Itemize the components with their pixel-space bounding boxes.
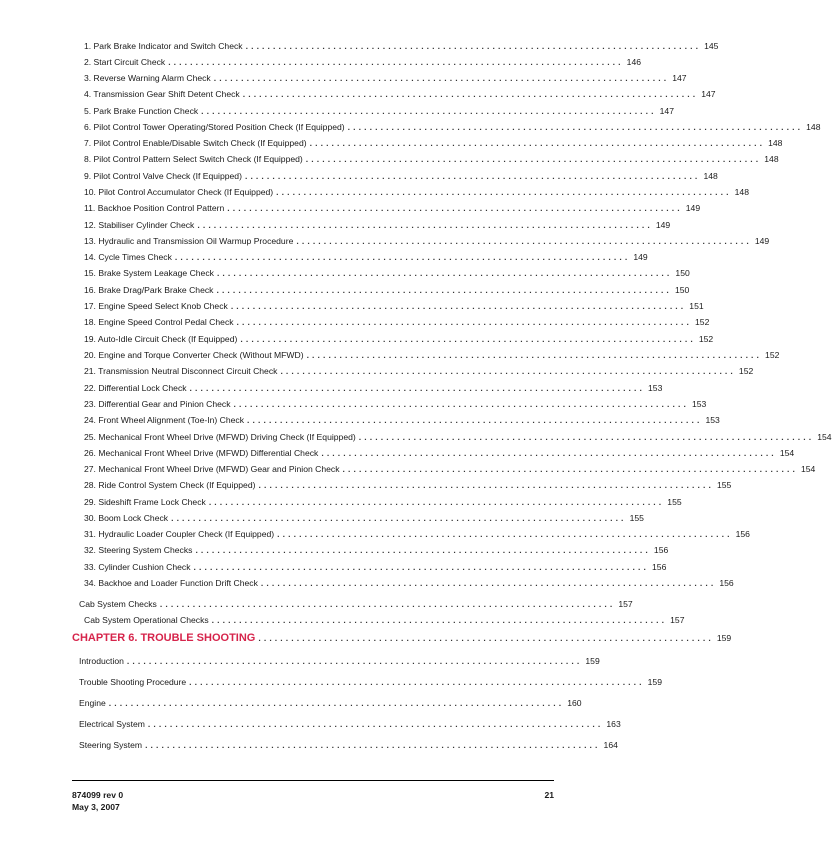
toc-entry-title: 19. Auto-Idle Circuit Check (If Equipped)	[84, 334, 238, 344]
toc-entry-page: 145	[704, 41, 719, 51]
toc-entry-title: Trouble Shooting Procedure	[79, 677, 187, 687]
toc-entry-title: 4. Transmission Gear Shift Detent Check	[84, 89, 240, 99]
toc-entry	[84, 399, 707, 410]
toc-entry-page: 151	[689, 301, 704, 311]
dot-leader: ...................................................................................	[305, 154, 762, 164]
toc-entry-title: Introduction	[79, 656, 124, 666]
toc-entry-page: 149	[633, 252, 648, 262]
toc-entry	[84, 301, 704, 312]
dot-leader: ...................................................................................	[174, 252, 631, 262]
toc-entry	[84, 415, 720, 426]
dot-leader: ...................................................................................	[258, 480, 714, 490]
dot-leader: ...................................................................................	[159, 599, 616, 609]
toc-entry-page: 159	[585, 656, 600, 666]
toc-entry	[84, 187, 749, 198]
toc-entry-page: 154	[801, 464, 816, 474]
toc-entry-page: 147	[701, 89, 716, 99]
dot-leader: ...................................................................................	[306, 350, 763, 360]
toc-section	[79, 656, 600, 667]
toc-entry-title: 14. Cycle Times Check	[84, 252, 172, 262]
toc-entry-page: 153	[648, 383, 663, 393]
toc-entry-page: 152	[698, 334, 714, 344]
dot-leader: ...................................................................................	[358, 432, 815, 442]
dot-leader: ...................................................................................	[197, 220, 653, 230]
dot-leader: ...................................................................................	[189, 383, 646, 393]
toc-entry	[84, 89, 716, 100]
toc-entry-page: 148	[764, 154, 779, 164]
toc-entry	[84, 57, 642, 68]
toc-entry-page: 148	[768, 138, 783, 148]
toc-entry	[84, 615, 685, 626]
toc-entry-page: 150	[674, 285, 690, 295]
toc-entry	[84, 545, 669, 556]
chapter-title: CHAPTER 6. TROUBLE SHOOTING	[72, 632, 256, 644]
toc-entry	[84, 464, 816, 475]
toc-entry	[84, 285, 690, 296]
toc-section	[79, 677, 662, 688]
toc-entry-title: 9. Pilot Control Valve Check (If Equipped)	[84, 171, 242, 181]
toc-entry-title: 22. Differential Lock Check	[84, 383, 187, 393]
toc-entry	[84, 41, 719, 52]
dot-leader: ...................................................................................	[195, 545, 651, 555]
toc-entry-page: 149	[754, 236, 770, 246]
toc-entry-title: 16. Brake Drag/Park Brake Check	[84, 285, 214, 295]
dot-leader: ...................................................................................	[108, 698, 565, 708]
toc-entry	[84, 122, 821, 133]
dot-leader: ...................................................................................	[242, 89, 699, 99]
toc-entry	[84, 106, 674, 117]
toc-entry-title: 6. Pilot Control Tower Operating/Stored Position Check (If Equipped)	[84, 122, 345, 132]
dot-leader: ...................................................................................	[347, 122, 804, 132]
toc-entry	[84, 529, 750, 540]
toc-entry	[84, 252, 648, 263]
dot-leader: ...................................................................................	[240, 334, 696, 344]
toc-entry	[84, 480, 732, 491]
toc-entry	[84, 350, 780, 361]
toc-entry-page: 147	[672, 73, 687, 83]
toc-entry-title: 32. Steering System Checks	[84, 545, 193, 555]
dot-leader: ...................................................................................	[147, 719, 604, 729]
toc-entry	[84, 366, 754, 377]
footer-divider	[72, 780, 554, 781]
dot-leader: ...................................................................................	[280, 366, 736, 376]
dot-leader: ...................................................................................	[260, 578, 717, 588]
dot-leader: ...................................................................................	[258, 633, 714, 643]
dot-leader: ...................................................................................	[342, 464, 798, 474]
toc-entry-title: 2. Start Circuit Check	[84, 57, 166, 67]
toc-entry	[84, 497, 682, 508]
toc-section	[79, 719, 621, 730]
toc-entry-page: 155	[629, 513, 644, 523]
dot-leader: ...................................................................................	[189, 677, 645, 687]
dot-leader: ...................................................................................	[244, 171, 701, 181]
dot-leader: ...................................................................................	[309, 138, 766, 148]
toc-entry-page: 163	[606, 719, 621, 729]
dot-leader: ...................................................................................	[247, 415, 703, 425]
toc-entry-title: 17. Engine Speed Select Knob Check	[84, 301, 228, 311]
toc-entry-page: 149	[685, 203, 701, 213]
toc-entry-page: 160	[567, 698, 582, 708]
toc-entry-title: 18. Engine Speed Control Pedal Check	[84, 317, 234, 327]
toc-entry-title: 8. Pilot Control Pattern Select Switch Check (If Equipped)	[84, 154, 303, 164]
toc-entry-page: 152	[765, 350, 780, 360]
doc-date: May 3, 2007	[72, 802, 120, 812]
dot-leader: ...................................................................................	[216, 285, 672, 295]
toc-entry-title: 1. Park Brake Indicator and Switch Check	[84, 41, 243, 51]
toc-entry	[84, 317, 710, 328]
toc-entry-title: 7. Pilot Control Enable/Disable Switch Check (If Equipped)	[84, 138, 307, 148]
toc-entry-title: 25. Mechanical Front Wheel Drive (MFWD) Driving Check (If Equipped)	[84, 432, 356, 442]
dot-leader: ...................................................................................	[168, 57, 624, 67]
toc-entry-page: 157	[618, 599, 633, 609]
dot-leader: ...................................................................................	[145, 740, 601, 750]
toc-entry-title: 13. Hydraulic and Transmission Oil Warmup Procedure	[84, 236, 294, 246]
toc-entry	[84, 171, 718, 182]
dot-leader: ...................................................................................	[193, 562, 650, 572]
toc-entry	[84, 203, 701, 214]
toc-chapter-heading	[72, 632, 732, 645]
dot-leader: ...................................................................................	[211, 615, 668, 625]
toc-entry-page: 159	[716, 633, 732, 643]
dot-leader: ...................................................................................	[236, 317, 693, 327]
toc-entry-title: 24. Front Wheel Alignment (Toe-In) Check	[84, 415, 245, 425]
toc-entry-title: 23. Differential Gear and Pinion Check	[84, 399, 231, 409]
dot-leader: ...................................................................................	[213, 73, 670, 83]
dot-leader: ...................................................................................	[233, 399, 689, 409]
toc-entry-title: 5. Park Brake Function Check	[84, 106, 199, 116]
dot-leader: ...................................................................................	[171, 513, 627, 523]
toc-entry	[84, 154, 779, 165]
toc-entry-page: 164	[603, 740, 618, 750]
toc-entry-page: 152	[738, 366, 754, 376]
toc-entry	[84, 138, 783, 149]
toc-entry-title: Cab System Checks	[79, 599, 157, 609]
dot-leader: ...................................................................................	[296, 236, 752, 246]
toc-entry-page: 156	[735, 529, 750, 539]
toc-entry-page: 149	[655, 220, 671, 230]
toc-entry-title: 21. Transmission Neutral Disconnect Circuit Check	[84, 366, 278, 376]
toc-entry-title: Cab System Operational Checks	[84, 615, 209, 625]
toc-entry-title: 11. Backhoe Position Control Pattern	[84, 203, 225, 213]
toc-entry	[84, 383, 663, 394]
toc-entry-page: 150	[675, 268, 690, 278]
toc-entry-title: 10. Pilot Control Accumulator Check (If Equipped)	[84, 187, 274, 197]
dot-leader: ...................................................................................	[201, 106, 657, 116]
toc-entry-title: 12. Stabiliser Cylinder Check	[84, 220, 195, 230]
toc-entry	[84, 432, 832, 443]
toc-entry-title: 20. Engine and Torque Converter Check (Without MFWD)	[84, 350, 304, 360]
toc-entry-title: Engine	[79, 698, 106, 708]
toc-entry-title: 28. Ride Control System Check (If Equipped)	[84, 480, 256, 490]
toc-entry-page: 148	[806, 122, 821, 132]
toc-entry-page: 156	[652, 562, 667, 572]
toc-entry-page: 153	[705, 415, 720, 425]
toc-entry-title: 34. Backhoe and Loader Function Drift Check	[84, 578, 258, 588]
toc-entry-page: 159	[647, 677, 662, 687]
toc-entry-page: 157	[670, 615, 685, 625]
toc-entry-title: 3. Reverse Warning Alarm Check	[84, 73, 211, 83]
toc-entry-title: Steering System	[79, 740, 143, 750]
toc-entry-title: 30. Boom Lock Check	[84, 513, 169, 523]
toc-entry-page: 147	[659, 106, 674, 116]
doc-number: 874099 rev 0	[72, 790, 124, 800]
toc-entry-page: 146	[626, 57, 642, 67]
dot-leader: ...................................................................................	[276, 187, 732, 197]
toc-entry	[84, 236, 770, 247]
toc-entry-page: 154	[817, 432, 832, 442]
toc-entry	[84, 578, 734, 589]
toc-entry-page: 153	[691, 399, 707, 409]
dot-leader: ...................................................................................	[227, 203, 683, 213]
toc-entry-title: 27. Mechanical Front Wheel Drive (MFWD) Gear and Pinion Check	[84, 464, 340, 474]
dot-leader: ...................................................................................	[208, 497, 665, 507]
toc-entry-page: 148	[734, 187, 749, 197]
page-number: 21	[544, 790, 554, 800]
toc-section	[79, 740, 618, 751]
toc-entry-title: 29. Sideshift Frame Lock Check	[84, 497, 206, 507]
toc-section	[79, 698, 582, 709]
toc-entry-page: 156	[653, 545, 669, 555]
toc-entry	[84, 448, 795, 459]
toc-entry	[84, 73, 687, 84]
dot-leader: ...................................................................................	[277, 529, 733, 539]
toc-entry-page: 155	[667, 497, 682, 507]
dot-leader: ...................................................................................	[126, 656, 583, 666]
toc-entry-title: 33. Cylinder Cushion Check	[84, 562, 191, 572]
dot-leader: ...................................................................................	[245, 41, 702, 51]
toc-entry	[84, 268, 690, 279]
toc-entry	[84, 334, 714, 345]
toc-entry-title: 15. Brake System Leakage Check	[84, 268, 214, 278]
toc-entry-title: 26. Mechanical Front Wheel Drive (MFWD) Differential Check	[84, 448, 319, 458]
toc-section	[79, 599, 633, 610]
toc-entry-title: Electrical System	[79, 719, 145, 729]
toc-entry	[84, 562, 667, 573]
toc-entry	[84, 513, 644, 524]
toc-entry-title: 31. Hydraulic Loader Coupler Check (If Equipped)	[84, 529, 275, 539]
dot-leader: ...................................................................................	[230, 301, 687, 311]
dot-leader: ...................................................................................	[321, 448, 777, 458]
toc-entry-page: 152	[695, 317, 710, 327]
toc-entry	[84, 220, 671, 231]
toc-entry-page: 155	[716, 480, 732, 490]
toc-entry-page: 156	[719, 578, 734, 588]
dot-leader: ...................................................................................	[216, 268, 673, 278]
toc-entry-page: 148	[703, 171, 718, 181]
toc-entry-page: 154	[779, 448, 795, 458]
